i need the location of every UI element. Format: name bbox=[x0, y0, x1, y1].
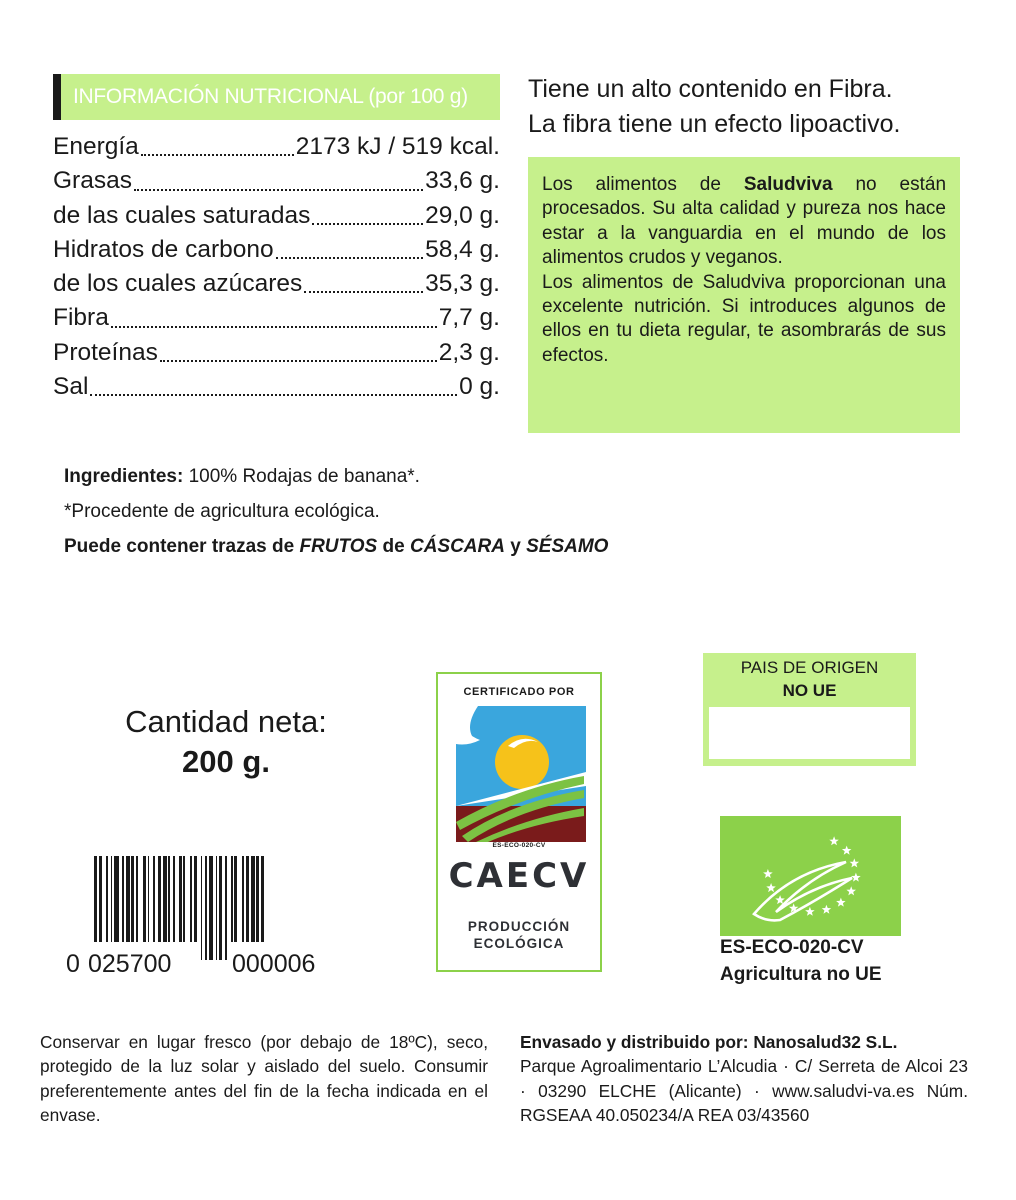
nutrition-label: de las cuales saturadas bbox=[53, 201, 311, 229]
nutrition-label: Proteínas bbox=[53, 338, 158, 366]
nutrition-row-carbs bbox=[53, 233, 500, 267]
barcode-right-digits: 000006 bbox=[232, 950, 316, 977]
caecv-landscape-icon bbox=[456, 706, 586, 842]
nutrition-label: Grasas bbox=[53, 167, 132, 195]
caecv-wordmark: CAECV bbox=[448, 856, 590, 896]
saludviva-text: no están procesados. Su alta calidad y pureza nos hace estar a la vanguardia en el mundo de los alimentos crudos y veganos. bbox=[542, 174, 947, 269]
eu-control-code: ES-ECO-020-CV bbox=[720, 937, 864, 958]
nutrition-value: 33,6 g. bbox=[425, 167, 500, 195]
nutrition-value: 7,7 g. bbox=[438, 304, 500, 332]
allergen-cascara: CÁSCARA bbox=[409, 536, 505, 557]
dot-leader bbox=[304, 291, 423, 293]
dot-leader bbox=[134, 189, 423, 191]
barcode-bar bbox=[216, 856, 217, 960]
origin-label: PAIS DE ORIGEN bbox=[740, 658, 879, 677]
net-quantity bbox=[96, 702, 356, 782]
trace-prefix: Puede contener trazas de bbox=[64, 536, 300, 557]
certified-by-label: CERTIFICADO POR bbox=[463, 686, 575, 698]
ingredients-text: 100% Rodajas de banana*. bbox=[183, 466, 420, 487]
eu-agriculture-origin: Agricultura no UE bbox=[720, 964, 882, 985]
eu-star bbox=[763, 869, 773, 878]
eu-leaf-stars-icon bbox=[720, 816, 901, 936]
nutrition-label: Sal bbox=[53, 373, 89, 401]
saludviva-paragraph-2: Los alimentos de Saludviva proporcionan una excelente nutrición. Si introduces algunos de ellos en tu dieta regular, te asombrarás de sus efectos. bbox=[542, 271, 946, 366]
barcode-left-digits: 025700 bbox=[88, 950, 172, 977]
nutrition-label: Energía bbox=[53, 133, 139, 160]
eu-star bbox=[851, 873, 861, 882]
eu-star bbox=[805, 907, 815, 916]
nutrition-label: Fibra bbox=[53, 304, 109, 332]
net-quantity-label: Cantidad neta: bbox=[125, 704, 327, 739]
barcode-first-digit: 0 bbox=[66, 950, 80, 977]
distributor-address: Parque Agroalimentario L’Alcudia · C/ Serreta de Alcoi 23 · 03290 ELCHE (Alicante) · www.saludvi-va.es Núm. RGSEAA 40.050234/A REA 03/43560 bbox=[520, 1056, 968, 1126]
eu-star bbox=[822, 905, 832, 914]
nutrition-label: de los cuales azúcares bbox=[53, 270, 303, 298]
barcode-bar bbox=[219, 856, 222, 960]
saludviva-text: Los alimentos de bbox=[542, 174, 744, 195]
eu-star bbox=[850, 858, 860, 867]
nutrition-row-fat bbox=[53, 164, 500, 198]
dot-leader bbox=[312, 223, 423, 225]
produccion-ecologica bbox=[438, 918, 600, 952]
caecv-certification-badge bbox=[436, 672, 602, 972]
ingredients-line bbox=[64, 459, 764, 494]
fibre-claim bbox=[528, 72, 968, 142]
trace-connector: y bbox=[504, 536, 527, 557]
barcode-bar bbox=[209, 856, 213, 960]
fibre-claim-line-1: Tiene un alto contenido en Fibra. bbox=[528, 75, 893, 103]
ingredients-label: Ingredientes: bbox=[64, 466, 184, 487]
saludviva-paragraph-1 bbox=[542, 173, 946, 271]
dot-leader bbox=[90, 394, 457, 396]
caecv-code: ES-ECO-020-CV bbox=[492, 842, 546, 849]
trace-connector: de bbox=[377, 536, 410, 557]
allergen-trace-line bbox=[64, 529, 764, 564]
eu-star bbox=[766, 883, 776, 892]
nutrition-value: 35,3 g. bbox=[425, 270, 500, 298]
nutrition-row-salt bbox=[53, 370, 500, 404]
storage-instructions: Conservar en lugar fresco (por debajo de 18ºC), seco, protegido de la luz solar y aislado del suelo. Consumir preferentemente antes del fin de la fecha indicada en el envase. bbox=[40, 1032, 488, 1126]
eu-logo-caption bbox=[720, 934, 980, 988]
dot-leader bbox=[111, 326, 437, 328]
barcode-bar bbox=[201, 856, 202, 960]
produccion-label: PRODUCCIÓN bbox=[467, 919, 571, 934]
nutrition-value: 2,3 g. bbox=[438, 338, 500, 366]
eu-star bbox=[829, 836, 839, 845]
barcode-bar bbox=[225, 856, 227, 960]
origin-value: NO UE bbox=[782, 681, 837, 700]
eu-star bbox=[846, 886, 856, 895]
dot-leader bbox=[276, 257, 423, 259]
nutrition-table bbox=[53, 130, 500, 404]
dot-leader bbox=[141, 154, 294, 156]
nutrition-value: 29,0 g. bbox=[425, 201, 500, 229]
eu-organic-leaf-logo bbox=[720, 816, 901, 936]
origin-blank-field bbox=[709, 707, 910, 759]
allergen-frutos: FRUTOS bbox=[299, 536, 378, 557]
net-quantity-value: 200 g. bbox=[182, 744, 270, 779]
allergen-sesamo: SÉSAMO bbox=[526, 536, 609, 557]
nutrition-row-protein bbox=[53, 336, 500, 370]
dot-leader bbox=[160, 360, 437, 362]
eu-star bbox=[842, 846, 852, 855]
nutrition-row-sugars bbox=[53, 267, 500, 301]
distributor-info bbox=[520, 1030, 968, 1128]
nutrition-label: Hidratos de carbono bbox=[53, 235, 274, 263]
eu-star bbox=[836, 898, 846, 907]
country-of-origin-box bbox=[703, 653, 916, 766]
saludviva-brand: Saludviva bbox=[743, 174, 833, 195]
ingredients-section bbox=[64, 459, 764, 564]
nutrition-value: 2173 kJ / 519 kcal. bbox=[295, 133, 500, 160]
ingredients-note: *Procedente de agricultura ecológica. bbox=[64, 501, 380, 522]
nutrition-value: 58,4 g. bbox=[425, 235, 500, 263]
nutrition-row-fibre bbox=[53, 301, 500, 335]
fibre-claim-line-2: La fibra tiene un efecto lipoactivo. bbox=[528, 110, 901, 138]
nutrition-row-saturated bbox=[53, 199, 500, 233]
nutrition-value: 0 g. bbox=[459, 373, 500, 401]
barcode bbox=[60, 852, 378, 977]
nutrition-row-energy bbox=[53, 130, 500, 164]
nutrition-header: INFORMACIÓN NUTRICIONAL (por 100 g) bbox=[53, 74, 500, 120]
saludviva-info-box bbox=[528, 157, 960, 433]
barcode-bar bbox=[205, 856, 207, 960]
distributor-label: Envasado y distribuido por: Nanosalud32 S.L. bbox=[520, 1032, 898, 1052]
ecologica-label: ECOLÓGICA bbox=[473, 936, 565, 951]
